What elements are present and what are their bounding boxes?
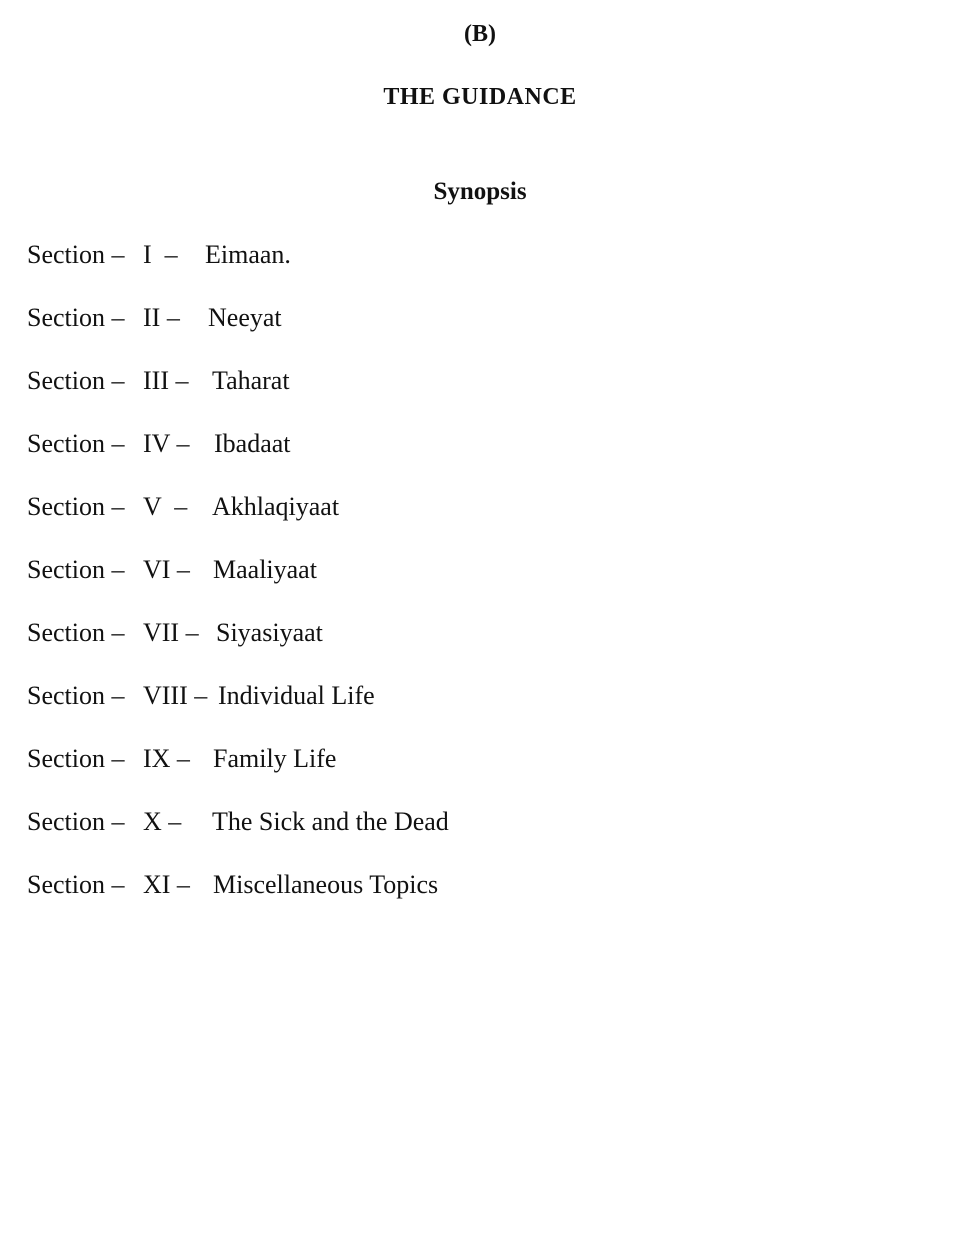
section-label: Section –: [27, 303, 125, 332]
section-title: Family Life: [213, 744, 337, 773]
section-title: Eimaan.: [205, 240, 291, 269]
synopsis-item: [27, 427, 449, 490]
section-title: Ibadaat: [214, 429, 291, 458]
section-numeral: IV –: [143, 429, 190, 458]
section-label: Section –: [27, 492, 125, 521]
section-label: Section –: [27, 366, 125, 395]
section-title: Akhlaqiyaat: [212, 492, 340, 521]
synopsis-item: [27, 553, 449, 616]
section-numeral: II –: [143, 303, 180, 332]
section-numeral: X –: [143, 807, 182, 836]
section-label: Section –: [27, 870, 125, 899]
section-label: Section –: [27, 429, 125, 458]
section-numeral: III –: [143, 366, 189, 395]
section-numeral: VIII –: [143, 681, 208, 710]
section-label: Section –: [27, 807, 125, 836]
section-numeral: I –: [143, 240, 178, 269]
synopsis-item: [27, 868, 449, 931]
section-numeral: XI –: [143, 870, 190, 899]
section-title: Taharat: [212, 366, 290, 395]
section-title: Siyasiyaat: [216, 618, 323, 647]
section-numeral: VI –: [143, 555, 190, 584]
synopsis-list: [27, 238, 449, 931]
section-numeral: VII –: [143, 618, 199, 647]
synopsis-item: [27, 742, 449, 805]
section-label: Section –: [27, 681, 125, 710]
section-label: Section –: [27, 618, 125, 647]
section-numeral: V –: [143, 492, 188, 521]
section-title: Miscellaneous Topics: [213, 870, 439, 899]
section-marker: (B): [464, 21, 496, 47]
synopsis-item: [27, 490, 449, 553]
section-title: The Sick and the Dead: [212, 807, 449, 836]
section-title: Neeyat: [208, 303, 282, 332]
synopsis-item: [27, 616, 449, 679]
section-title: Individual Life: [218, 681, 375, 710]
synopsis-item: [27, 679, 449, 742]
synopsis-heading: Synopsis: [433, 178, 527, 205]
synopsis-item: [27, 364, 449, 427]
section-label: Section –: [27, 744, 125, 773]
section-numeral: IX –: [143, 744, 190, 773]
section-title: Maaliyaat: [213, 555, 317, 584]
section-label: Section –: [27, 555, 125, 584]
synopsis-item: [27, 301, 449, 364]
synopsis-item: [27, 805, 449, 868]
synopsis-item: [27, 238, 449, 301]
page-title: THE GUIDANCE: [383, 84, 577, 110]
section-label: Section –: [27, 240, 125, 269]
